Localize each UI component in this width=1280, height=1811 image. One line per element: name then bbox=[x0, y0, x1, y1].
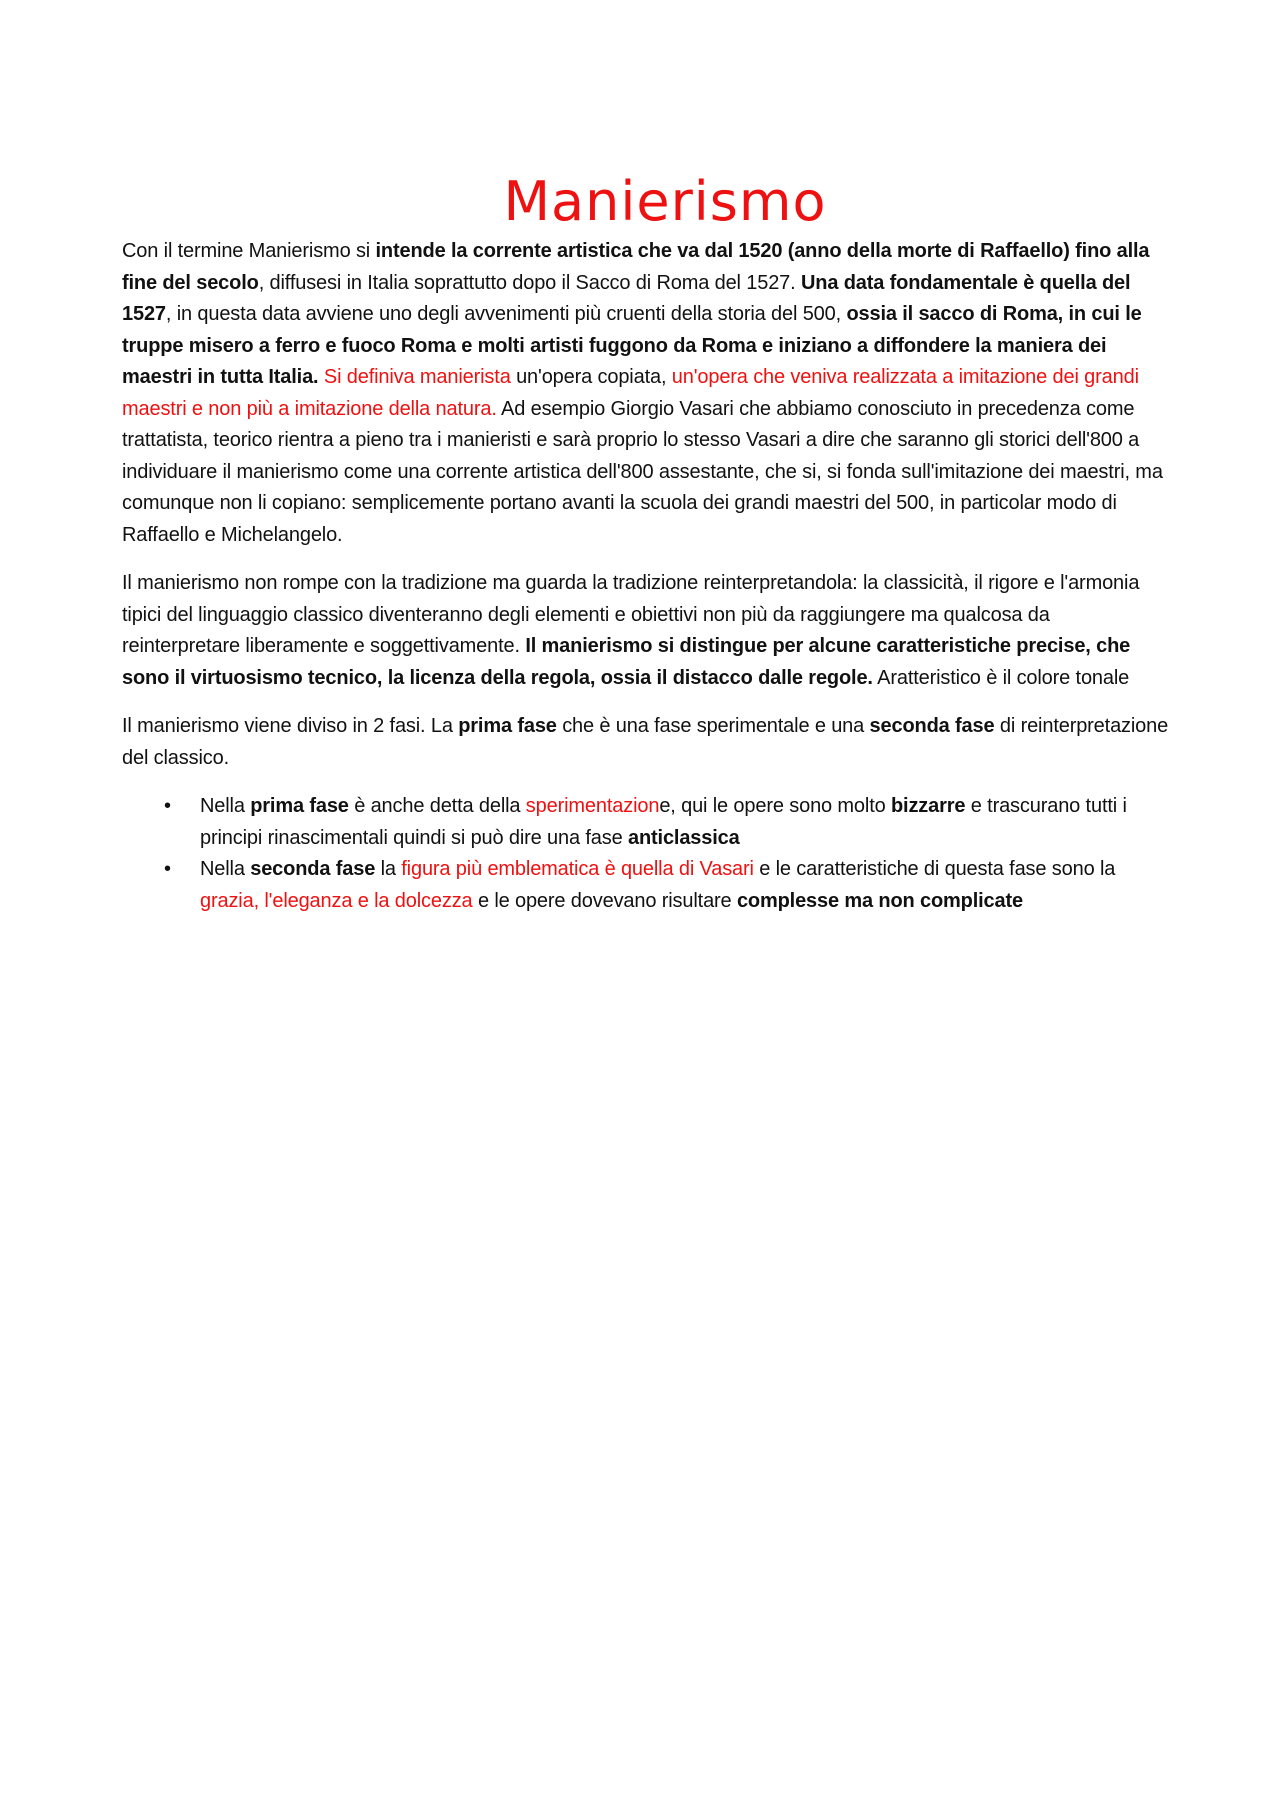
bold-run: prima fase bbox=[458, 715, 557, 737]
text-run: e trascurano tutti i principi rinascimentali quindi si può dire una fase bbox=[200, 795, 1127, 849]
text-run: Il manierismo viene diviso in 2 fasi. La bbox=[122, 715, 459, 737]
text-run: , diffusesi in Italia soprattutto dopo il Sacco di Roma del 1527. bbox=[258, 271, 801, 294]
bold-run: anticlassica bbox=[628, 826, 740, 849]
list-item bbox=[122, 791, 1172, 854]
text-run: Nella bbox=[200, 795, 251, 817]
paragraph-tradition bbox=[122, 568, 1172, 694]
text-run: Il manierismo non rompe con la tradizione ma guarda la tradizione reinterpretandola: la classicità, il rigore e l'armonia tipici del linguaggio classico diventeranno degli elementi e obiettivi non più da raggiungere ma qualcosa da reinterpretare liberamente e soggettivamente. bbox=[122, 572, 1140, 657]
bold-run: seconda fase bbox=[250, 858, 376, 880]
text-run: e le opere dovevano risultare bbox=[472, 889, 737, 912]
bold-run: prima fase bbox=[250, 795, 349, 817]
paragraph-phases bbox=[122, 711, 1172, 774]
bold-run: seconda fase bbox=[869, 715, 995, 737]
bold-run: complesse ma non complicate bbox=[736, 889, 1023, 912]
text-run: Nella bbox=[200, 858, 251, 880]
text-run: Con il termine Manierismo si bbox=[122, 240, 376, 262]
bold-run: bizzarre bbox=[890, 795, 966, 817]
highlight-run: Si definiva manierista bbox=[323, 366, 511, 388]
document-body bbox=[122, 170, 1172, 917]
text-run: di reinterpretazione del classico. bbox=[122, 715, 1169, 769]
bold-run: Il manierismo si distingue per alcune caratteristiche precise, che sono il virtuosismo tecnico, la licenza della regola, ossia il distacco dalle regole. bbox=[122, 635, 1131, 689]
text-run: che è una fase sperimentale e una bbox=[556, 715, 870, 737]
page-title: Manierismo bbox=[503, 170, 827, 233]
text-run: e, qui le opere sono molto bbox=[659, 795, 891, 817]
highlight-run: figura più emblematica è quella di Vasari bbox=[401, 858, 754, 880]
paragraph-intro bbox=[122, 236, 1172, 551]
text-run: la bbox=[375, 858, 402, 880]
bold-run: intende la corrente artistica che va dal 1520 (anno della morte di Raffaello) fino alla fine del secolo bbox=[122, 240, 1150, 294]
text-run: è anche detta della bbox=[348, 795, 526, 817]
highlight-run: sperimentazion bbox=[525, 795, 660, 817]
bullet-icon: • bbox=[164, 795, 171, 817]
text-run: Ad esempio Giorgio Vasari che abbiamo conosciuto in precedenza come trattatista, teorico rientra a pieno tra i manieristi e sarà proprio lo stesso Vasari a dire che saranno gli storici dell'800 a individuare il manierismo come una corrente artistica dell'800 assestante, che si, si fonda sull'imitazione dei maestri, ma comunque non li copiano: semplicemente portano avanti la scuola dei grandi maestri del 500, in particolar modo di Raffaello e Michelangelo. bbox=[122, 397, 1163, 546]
bullet-list bbox=[122, 791, 1172, 917]
text-run: e le caratteristiche di questa fase sono la bbox=[753, 858, 1116, 880]
text-run: , in questa data avviene uno degli avvenimenti più cruenti della storia del 500, bbox=[165, 303, 847, 325]
bullet-icon: • bbox=[164, 858, 171, 880]
highlight-run: grazia, l'eleganza e la dolcezza bbox=[200, 889, 473, 912]
text-run: Aratteristico è il colore tonale bbox=[872, 666, 1130, 689]
highlight-run: un'opera che veniva realizzata a imitazione dei grandi maestri e non più a imitazione della natura. bbox=[122, 366, 1139, 420]
text-run: un'opera copiata, bbox=[510, 366, 672, 388]
bold-run: ossia il sacco di Roma, in cui le truppe misero a ferro e fuoco Roma e molti artisti fuggono da Roma e iniziano a diffondere la maniera dei maestri in tutta Italia. bbox=[122, 303, 1142, 388]
list-item bbox=[122, 854, 1172, 917]
bold-run: Una data fondamentale è quella del 1527 bbox=[122, 271, 1131, 325]
